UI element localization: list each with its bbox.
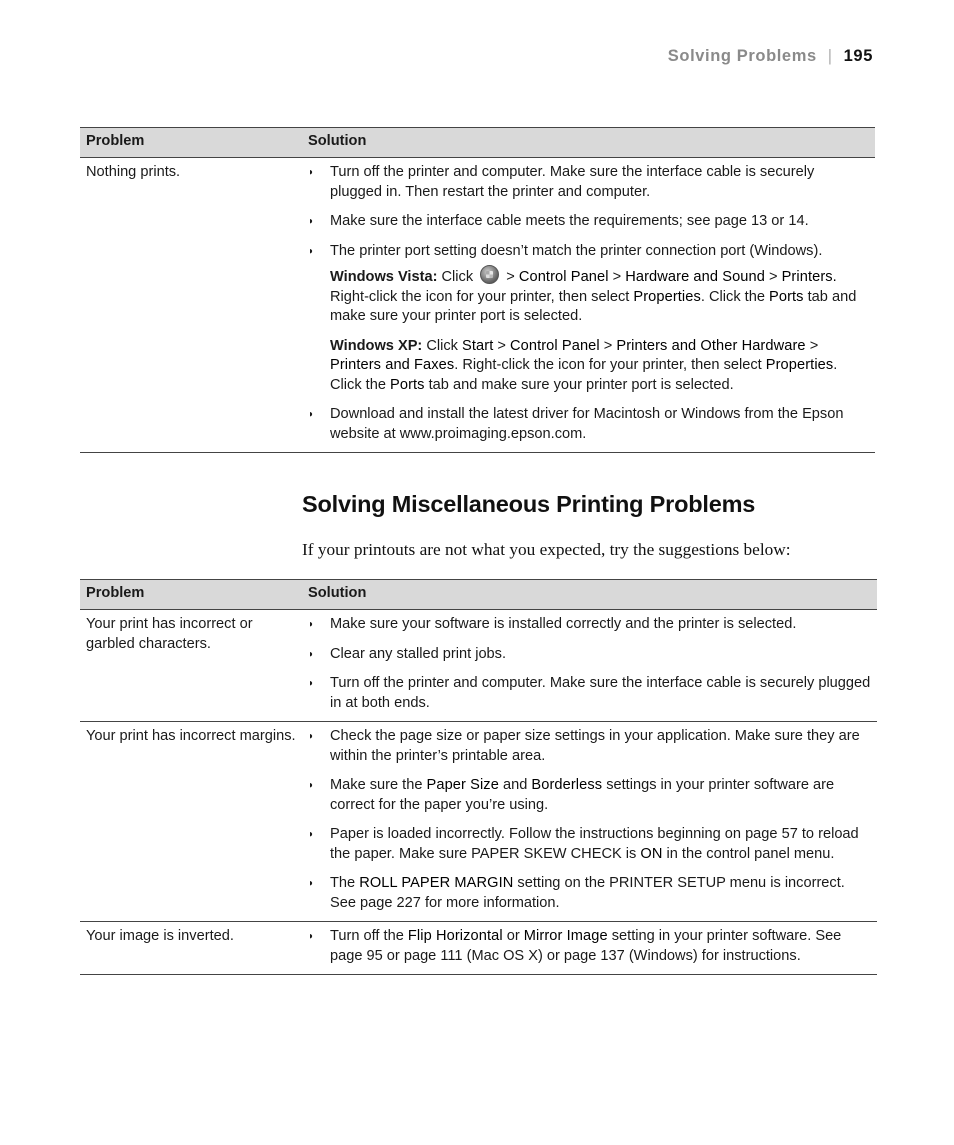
solution-item: ◗ Make sure your software is installed correctly and the printer is selected. — [308, 615, 871, 635]
running-head — [668, 47, 873, 66]
windows-start-orb-icon — [480, 265, 499, 284]
page-number: 195 — [843, 47, 873, 65]
ui-term: Ports — [390, 376, 425, 393]
ui-term: Paper Size — [426, 777, 499, 793]
bullet-icon: ◗ — [308, 678, 315, 689]
section-intro: If your printouts are not what you expected, try the suggestions below: — [302, 540, 791, 559]
ui-term: Properties — [765, 357, 834, 373]
bullet-icon: ◗ — [308, 619, 315, 630]
running-head-separator: | — [827, 47, 833, 65]
running-head-section: Solving Problems — [667, 47, 817, 65]
problem-cell: Your image is inverted. — [80, 922, 302, 975]
ui-term: Hardware and Sound — [625, 269, 765, 285]
bullet-icon: ◗ — [308, 167, 315, 178]
ui-term: Start — [462, 337, 494, 354]
header-problem: Problem — [80, 128, 302, 158]
solution-item: ◗ Make sure the interface cable meets the requirements; see page 13 or 14. — [308, 212, 869, 232]
ui-term: Control Panel — [518, 269, 609, 285]
bullet-icon: ◗ — [308, 829, 315, 840]
solution-item: ◗ Make sure the Paper Size and Borderless settings in your printer software are correct for the paper you’re using. — [308, 776, 871, 815]
solution-cell — [302, 922, 877, 975]
problem-cell: Your print has incorrect or garbled characters. — [80, 610, 302, 722]
windows-xp-instructions: Windows XP: Click Start > Control Panel > Printers and Other Hardware > Printers and Faxes. Right-click the icon for your printer, then select Properties. Click the Ports tab and make sure your printer port is selected. — [330, 337, 838, 393]
solution-cell — [302, 158, 875, 453]
bullet-icon: ◗ — [308, 780, 315, 791]
ui-term: Printers and Faxes — [330, 357, 455, 373]
ui-term: Printers. — [781, 269, 837, 285]
table-row — [80, 722, 877, 922]
bullet-icon: ◗ — [308, 409, 315, 420]
table-row — [80, 610, 877, 722]
solution-item: ◗ The printer port setting doesn’t match the printer connection port (Windows). — [308, 242, 869, 262]
table-header-row — [80, 128, 875, 158]
problem-cell: Nothing prints. — [80, 158, 302, 453]
ui-term: Flip Horizontal — [407, 928, 503, 944]
solution-item: ◗ Turn off the printer and computer. Make sure the interface cable is securely plugged in at both ends. — [308, 674, 871, 713]
section-title: Solving Miscellaneous Printing Problems — [302, 491, 756, 517]
bullet-icon: ◗ — [308, 648, 315, 660]
solution-cell — [302, 610, 877, 722]
solution-item: ◗ The ROLL PAPER MARGIN setting on the PRINTER SETUP menu is incorrect. See page 227 for more information. — [308, 874, 871, 913]
solution-item: ◗ Turn off the printer and computer. Make sure the interface cable is securely plugged in. Then restart the printer and computer. — [308, 163, 869, 202]
solution-item: ◗ Clear any stalled print jobs. — [308, 645, 871, 665]
header-solution: Solution — [302, 580, 877, 610]
bullet-icon: ◗ — [308, 931, 315, 942]
table-row — [80, 922, 877, 975]
bullet-icon: ◗ — [308, 731, 315, 742]
table-row — [80, 158, 875, 453]
problem-solution-table-2 — [80, 579, 877, 975]
ui-term: Control Panel — [510, 337, 600, 354]
ui-term: Mirror Image — [523, 928, 608, 944]
ui-term: Properties — [633, 288, 701, 305]
solution-cell — [302, 722, 877, 922]
solution-item: ◗ Download and install the latest driver for Macintosh or Windows from the Epson website at www.proimaging.epson.com. — [308, 405, 869, 444]
ui-term: Ports — [769, 288, 804, 305]
ui-term: ON — [640, 845, 663, 862]
header-solution: Solution — [302, 128, 875, 158]
header-problem: Problem — [80, 580, 302, 610]
solution-item: ◗ Turn off the Flip Horizontal or Mirror Image setting in your printer software. See page 95 or page 111 (Mac OS X) or page 137 (Windows) for instructions. — [308, 927, 871, 966]
bullet-icon: ◗ — [308, 216, 315, 227]
ui-term: ROLL PAPER MARGIN — [359, 875, 514, 891]
problem-solution-table-1 — [80, 127, 875, 453]
solution-item: ◗ Check the page size or paper size settings in your application. Make sure they are within the printer’s printable area. — [308, 727, 871, 766]
solution-item: ◗ Paper is loaded incorrectly. Follow the instructions beginning on page 57 to reload the paper. Make sure PAPER SKEW CHECK is ON in the control panel menu. — [308, 825, 871, 864]
problem-cell: Your print has incorrect margins. — [80, 722, 302, 922]
bullet-icon: ◗ — [308, 245, 315, 257]
table-header-row — [80, 580, 877, 610]
ui-term: Printers and Other Hardware — [616, 337, 806, 354]
ui-term: Borderless — [531, 777, 603, 793]
bullet-icon: ◗ — [308, 878, 315, 889]
windows-vista-instructions: Windows Vista: Click > Control Panel > Hardware and Sound > Printers. Right-click the icon for your printer, then select Properties. Click the Ports tab and make sure your printer port is selected. — [330, 265, 869, 327]
